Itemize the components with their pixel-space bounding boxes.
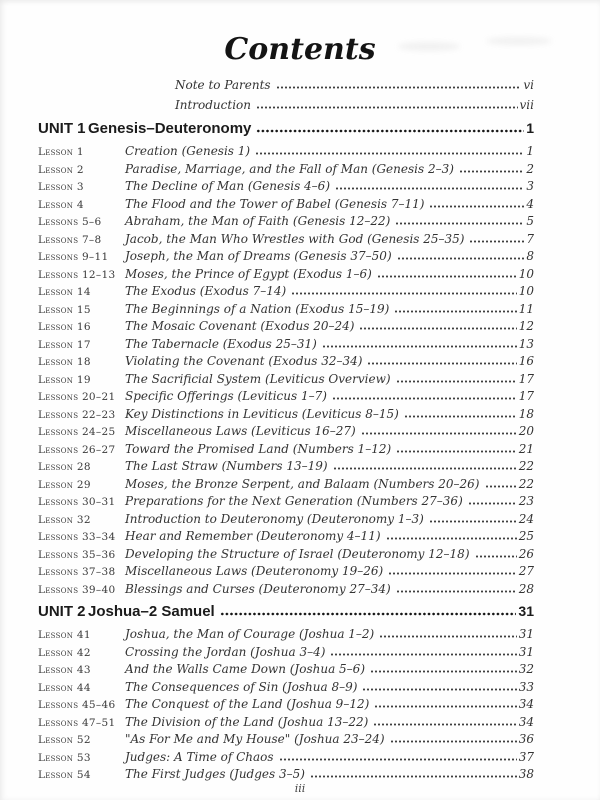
page-number: iii: [294, 782, 306, 795]
lesson-title: Moses, the Prince of Egypt (Exodus 1–6): [125, 266, 372, 281]
dotted-leader: [333, 460, 517, 470]
lesson-page: 22: [518, 476, 534, 491]
lesson-row: [38, 284, 534, 302]
dotted-leader: [362, 681, 516, 691]
dotted-leader: [429, 198, 524, 208]
lesson-page: 28: [518, 581, 534, 596]
lesson-label: Lessons 30–31: [38, 496, 116, 508]
dotted-leader: [330, 646, 516, 656]
lesson-page: 11: [518, 301, 534, 316]
lesson-title: Introduction to Deuteronomy (Deuteronomy 1–3): [125, 511, 424, 526]
lesson-row: [38, 179, 534, 197]
lesson-page: 10: [518, 284, 534, 298]
lesson-row: [38, 424, 534, 442]
lesson-title: Joshua, the Man of Courage (Joshua 1–2): [125, 627, 375, 641]
dotted-leader: [469, 233, 524, 243]
front-matter-list: [38, 78, 534, 118]
unit-heading-row: [38, 120, 534, 144]
dotted-leader: [390, 733, 517, 743]
dotted-leader: [379, 628, 516, 638]
lesson-page: 34: [518, 714, 534, 729]
lesson-title: The Decline of Man (Genesis 4–6): [125, 179, 330, 193]
lesson-page: 8: [526, 249, 534, 263]
page-title: Contents: [224, 32, 376, 67]
lesson-label: Lesson 18: [38, 356, 91, 368]
dotted-leader: [396, 373, 517, 383]
lesson-label: Lessons 20–21: [38, 391, 116, 403]
lesson-row: [38, 459, 534, 477]
lesson-page: 24: [518, 511, 534, 526]
lesson-row: [38, 389, 534, 407]
lesson-title: Hear and Remember (Deuteronomy 4–11): [125, 529, 381, 543]
lesson-page: 33: [518, 679, 534, 694]
lesson-row: [38, 512, 534, 530]
dotted-leader: [373, 716, 516, 726]
lesson-row: [38, 662, 534, 680]
lesson-title: The Beginnings of a Nation (Exodus 15–19): [125, 301, 390, 316]
unit-title: Genesis–Deuteronomy: [88, 120, 252, 137]
lesson-label: Lesson 2: [38, 163, 84, 176]
lesson-page: 34: [518, 697, 534, 711]
lesson-label: Lessons 37–38: [38, 566, 116, 578]
lesson-page: 12: [518, 319, 534, 333]
dotted-leader: [276, 79, 522, 89]
lesson-label: Lesson 53: [38, 751, 91, 764]
dotted-leader: [279, 751, 517, 761]
lesson-row: [38, 529, 534, 547]
dotted-leader: [255, 145, 524, 155]
unit-label: UNIT 1: [38, 120, 86, 137]
lesson-row: [38, 715, 534, 733]
lesson-title: The Consequences of Sin (Joshua 8–9): [125, 679, 358, 694]
dotted-leader: [374, 698, 516, 708]
lesson-page: 1: [526, 144, 534, 158]
front-matter-row: [38, 78, 534, 98]
lesson-label: Lessons 5–6: [38, 216, 102, 228]
entry-page: vii: [519, 98, 534, 112]
lesson-label: Lesson 44: [38, 681, 91, 694]
dotted-leader: [377, 268, 517, 278]
lesson-page: 37: [518, 749, 534, 764]
lesson-title: Moses, the Bronze Serpent, and Balaam (Numbers 20–26): [125, 476, 480, 491]
lesson-row: [38, 627, 534, 645]
lesson-row: [38, 232, 534, 250]
lesson-title: The Mosaic Covenant (Exodus 20–24): [125, 319, 355, 333]
lesson-page: 25: [518, 529, 534, 543]
lesson-row: [38, 732, 534, 750]
lesson-title: The Conquest of the Land (Joshua 9–12): [125, 697, 370, 711]
unit-title: Joshua–2 Samuel: [88, 603, 215, 620]
lesson-row: [38, 442, 534, 460]
lesson-row: [38, 197, 534, 215]
lesson-row: [38, 267, 534, 285]
lesson-label: Lessons 22–23: [38, 408, 116, 421]
lesson-title: "As For Me and My House" (Joshua 23–24): [125, 732, 385, 746]
lesson-label: Lesson 17: [38, 338, 91, 351]
lesson-row: [38, 564, 534, 582]
lesson-label: Lesson 16: [38, 321, 91, 333]
lesson-page: 5: [526, 214, 534, 228]
lesson-page: 17: [518, 371, 534, 386]
lesson-row: [38, 319, 534, 337]
lesson-row: [38, 494, 534, 512]
lesson-row: [38, 477, 534, 495]
lesson-page: 3: [526, 179, 534, 193]
lesson-page: 26: [518, 546, 534, 561]
lesson-title: Toward the Promised Land (Numbers 1–12): [125, 441, 392, 456]
dotted-leader: [322, 338, 517, 348]
dotted-leader: [310, 768, 517, 778]
lesson-label: Lesson 28: [38, 461, 91, 473]
lesson-label: Lessons 39–40: [38, 583, 116, 596]
lesson-title: Specific Offerings (Leviticus 1–7): [125, 389, 327, 403]
lesson-row: [38, 680, 534, 698]
lesson-page: 18: [518, 406, 534, 421]
dotted-leader: [335, 180, 524, 190]
lesson-label: Lesson 15: [38, 303, 91, 316]
lesson-title: The Sacrificial System (Leviticus Overview): [125, 371, 391, 386]
entry-title: Introduction: [175, 98, 251, 112]
lesson-page: 31: [518, 627, 534, 641]
lesson-page: 20: [518, 424, 534, 438]
dotted-leader: [396, 443, 517, 453]
dotted-leader: [397, 250, 525, 260]
front-matter-row: [38, 98, 534, 118]
entry-title: Note to Parents: [175, 78, 271, 92]
lesson-title: The Flood and the Tower of Babel (Genesis 7–11): [125, 196, 425, 211]
lesson-title: Abraham, the Man of Faith (Genesis 12–22): [125, 214, 391, 228]
lesson-title: The First Judges (Judges 3–5): [125, 767, 305, 781]
lesson-title: Miscellaneous Laws (Deuteronomy 19–26): [125, 564, 384, 578]
lesson-label: Lessons 33–34: [38, 531, 116, 543]
unit-heading-row: [38, 603, 534, 627]
lesson-label: Lesson 52: [38, 734, 91, 746]
dotted-leader: [395, 215, 524, 225]
lesson-row: [38, 407, 534, 425]
lesson-row: [38, 372, 534, 390]
lesson-label: Lessons 47–51: [38, 716, 116, 729]
unit-page: 31: [518, 603, 534, 619]
lesson-page: 7: [526, 231, 534, 246]
lesson-row: [38, 249, 534, 267]
lesson-title: The Exodus (Exodus 7–14): [125, 284, 287, 298]
lesson-label: Lessons 7–8: [38, 233, 102, 246]
lesson-label: Lesson 43: [38, 664, 91, 676]
dotted-leader: [485, 478, 517, 488]
dotted-leader: [396, 583, 517, 593]
dotted-leader: [361, 425, 517, 435]
lesson-row: [38, 354, 534, 372]
lesson-row: [38, 337, 534, 355]
lesson-label: Lesson 29: [38, 478, 91, 491]
lesson-page: 27: [518, 564, 534, 578]
lesson-page: 38: [518, 767, 534, 781]
lesson-label: Lessons 12–13: [38, 268, 116, 281]
lesson-title: Blessings and Curses (Deuteronomy 27–34): [125, 581, 391, 596]
lesson-label: Lessons 45–46: [38, 699, 116, 711]
lesson-label: Lesson 32: [38, 513, 91, 526]
lesson-title: Violating the Covenant (Exodus 32–34): [125, 354, 363, 368]
dotted-leader: [404, 408, 517, 418]
dotted-leader: [468, 495, 517, 505]
dotted-leader: [459, 163, 524, 173]
lesson-row: [38, 547, 534, 565]
lesson-page: 16: [518, 354, 534, 368]
lesson-page: 4: [526, 196, 534, 211]
dotted-leader: [367, 355, 516, 365]
dotted-leader: [332, 390, 517, 400]
lesson-title: And the Walls Came Down (Joshua 5–6): [125, 662, 365, 676]
lesson-title: Miscellaneous Laws (Leviticus 16–27): [125, 424, 356, 438]
lesson-row: [38, 750, 534, 768]
lesson-label: Lesson 3: [38, 181, 84, 193]
lesson-row: [38, 697, 534, 715]
unit-page: 1: [526, 120, 534, 136]
unit-label: UNIT 2: [38, 603, 86, 620]
dotted-leader: [388, 565, 516, 575]
dotted-leader: [359, 320, 516, 330]
lesson-row: [38, 302, 534, 320]
dotted-leader: [291, 285, 517, 295]
lesson-title: Joseph, the Man of Dreams (Genesis 37–50): [125, 249, 392, 263]
lesson-title: Crossing the Jordan (Joshua 3–4): [125, 644, 326, 659]
dotted-leader: [256, 122, 524, 133]
lesson-page: 2: [526, 161, 534, 176]
lesson-label: Lessons 9–11: [38, 251, 109, 263]
lesson-page: 23: [518, 494, 534, 508]
lesson-title: Preparations for the Next Generation (Numbers 27–36): [125, 494, 463, 508]
lesson-title: The Division of the Land (Joshua 13–22): [125, 714, 369, 729]
lesson-row: [38, 214, 534, 232]
dotted-leader: [394, 303, 516, 313]
lesson-page: 31: [518, 644, 534, 659]
lesson-label: Lesson 41: [38, 629, 91, 641]
lesson-label: Lesson 1: [38, 146, 84, 158]
lesson-row: [38, 645, 534, 663]
lesson-row: [38, 144, 534, 162]
lesson-page: 10: [518, 266, 534, 281]
dotted-leader: [370, 663, 517, 673]
lesson-page: 32: [518, 662, 534, 676]
dotted-leader: [429, 513, 517, 523]
lesson-page: 21: [518, 441, 534, 456]
lesson-title: Judges: A Time of Chaos: [125, 749, 274, 764]
lesson-title: Jacob, the Man Who Wrestles with God (Genesis 25–35): [125, 231, 465, 246]
lesson-label: Lesson 4: [38, 198, 84, 211]
lesson-title: Key Distinctions in Leviticus (Leviticus 8–15): [125, 406, 399, 421]
toc-body: [38, 120, 534, 785]
lesson-label: Lessons 24–25: [38, 426, 116, 438]
dotted-leader: [220, 605, 517, 616]
lesson-page: 36: [518, 732, 534, 746]
lesson-row: [38, 162, 534, 180]
dotted-leader: [386, 530, 517, 540]
dotted-leader: [256, 99, 518, 109]
lesson-label: Lesson 54: [38, 769, 91, 781]
lesson-title: The Last Straw (Numbers 13–19): [125, 459, 328, 473]
lesson-title: Developing the Structure of Israel (Deuteronomy 12–18): [125, 546, 470, 561]
lesson-label: Lesson 14: [38, 286, 91, 298]
lesson-page: 17: [518, 389, 534, 403]
lesson-page: 22: [518, 459, 534, 473]
lesson-row: [38, 582, 534, 600]
entry-page: vi: [523, 78, 534, 92]
lesson-title: The Tabernacle (Exodus 25–31): [125, 336, 317, 351]
lesson-page: 13: [518, 336, 534, 351]
dotted-leader: [475, 548, 517, 558]
lesson-label: Lesson 19: [38, 373, 91, 386]
lesson-title: Creation (Genesis 1): [125, 144, 251, 158]
lesson-label: Lessons 35–36: [38, 548, 116, 561]
lesson-title: Paradise, Marriage, and the Fall of Man (Genesis 2–3): [125, 161, 454, 176]
lesson-label: Lesson 42: [38, 646, 91, 659]
lesson-label: Lessons 26–27: [38, 443, 116, 456]
